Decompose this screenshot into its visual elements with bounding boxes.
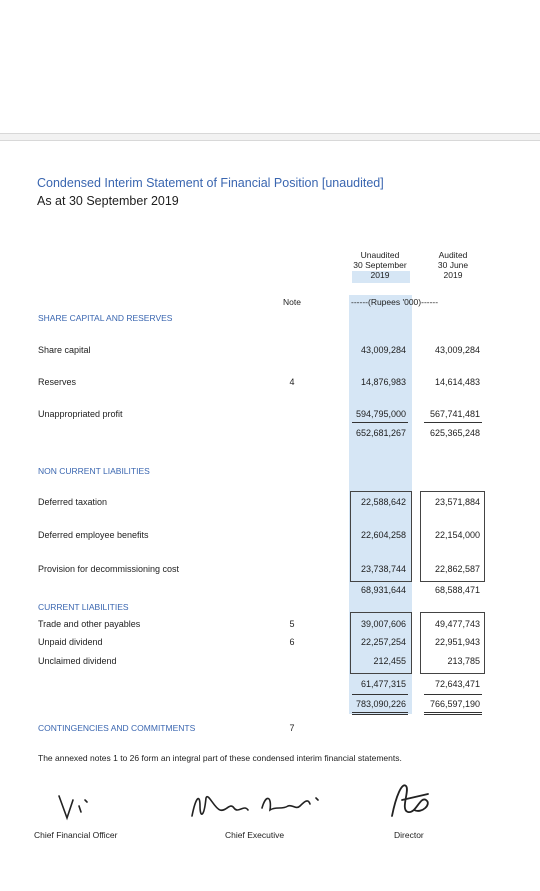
- note-header: Note: [283, 297, 301, 307]
- row-label: Share capital: [38, 345, 91, 355]
- row-value-prior: 72,643,471: [434, 679, 480, 689]
- row-value-current: 212,455: [373, 656, 406, 666]
- page-title: Condensed Interim Statement of Financial Position [unaudited]: [37, 176, 384, 190]
- col1-header-line2: 30 September: [353, 260, 407, 270]
- row-label: Reserves: [38, 377, 77, 387]
- contingencies-note: 7: [289, 723, 295, 733]
- col1-header: [345, 250, 415, 280]
- row-label: Deferred employee benefits: [38, 530, 149, 540]
- signatory-cfo: Chief Financial Officer: [34, 830, 118, 840]
- row-value-prior: 625,365,248: [429, 428, 480, 438]
- grand-total-rule: [424, 712, 482, 715]
- row-value-current: 594,795,000: [355, 409, 406, 419]
- director-signature: [386, 776, 436, 822]
- col2-header: [420, 250, 486, 280]
- col1-header-line1: Unaudited: [360, 250, 400, 260]
- row-value-prior: 22,154,000: [434, 530, 480, 540]
- row-value-current: 14,876,983: [360, 377, 406, 387]
- section-share-capital: SHARE CAPITAL AND RESERVES: [38, 313, 173, 323]
- col2-header-line1: Audited: [438, 250, 468, 260]
- previous-page-area: [0, 0, 540, 134]
- row-label: Unclaimed dividend: [38, 656, 117, 666]
- row-value-current: 23,738,744: [360, 564, 406, 574]
- section-contingencies: CONTINGENCIES AND COMMITMENTS: [38, 723, 196, 733]
- col2-header-line3: 2019: [443, 270, 463, 280]
- section-current: CURRENT LIABILITIES: [38, 602, 129, 612]
- footnote: The annexed notes 1 to 26 form an integral part of these condensed interim financial statements.: [38, 753, 402, 763]
- row-value-prior: 23,571,884: [434, 497, 480, 507]
- signatory-director: Director: [394, 830, 424, 840]
- row-value-current: 68,931,644: [360, 585, 406, 595]
- row-label: Deferred taxation: [38, 497, 108, 507]
- row-value-prior: 68,588,471: [434, 585, 480, 595]
- units-header: ------(Rupees '000)------: [351, 297, 439, 307]
- grand-total-rule: [352, 712, 408, 715]
- subtotal-rule: [424, 422, 482, 423]
- col1-header-line3: 2019: [370, 270, 390, 280]
- row-value-current: 783,090,226: [355, 699, 406, 709]
- row-note: 6: [289, 637, 295, 647]
- row-label: Unpaid dividend: [38, 637, 103, 647]
- row-value-current: 22,588,642: [360, 497, 406, 507]
- total-rule: [424, 694, 482, 695]
- row-note: 5: [289, 619, 295, 629]
- row-value-prior: 22,951,943: [434, 637, 480, 647]
- row-value-prior: 22,862,587: [434, 564, 480, 574]
- row-value-current: 652,681,267: [355, 428, 406, 438]
- total-rule: [352, 694, 408, 695]
- row-label: Provision for decommissioning cost: [38, 564, 180, 574]
- signatory-ceo: Chief Executive: [225, 830, 285, 840]
- page-subtitle: As at 30 September 2019: [37, 194, 179, 208]
- section-non-current: NON CURRENT LIABILITIES: [38, 466, 150, 476]
- row-value-prior: 43,009,284: [434, 345, 480, 355]
- row-value-current: 22,257,254: [360, 637, 406, 647]
- row-value-prior: 766,597,190: [429, 699, 480, 709]
- row-label: Unappropriated profit: [38, 409, 123, 419]
- subtotal-rule: [352, 422, 408, 423]
- row-value-current: 43,009,284: [360, 345, 406, 355]
- row-note: 4: [289, 377, 295, 387]
- cfo-signature: [55, 786, 115, 826]
- row-value-prior: 567,741,481: [429, 409, 480, 419]
- row-value-prior: 14,614,483: [434, 377, 480, 387]
- row-value-current: 22,604,258: [360, 530, 406, 540]
- col2-header-line2: 30 June: [437, 260, 469, 270]
- row-value-current: 61,477,315: [360, 679, 406, 689]
- ceo-signature: [186, 788, 326, 824]
- row-value-prior: 213,785: [447, 656, 480, 666]
- row-label: Trade and other payables: [38, 619, 141, 629]
- row-value-prior: 49,477,743: [434, 619, 480, 629]
- row-value-current: 39,007,606: [360, 619, 406, 629]
